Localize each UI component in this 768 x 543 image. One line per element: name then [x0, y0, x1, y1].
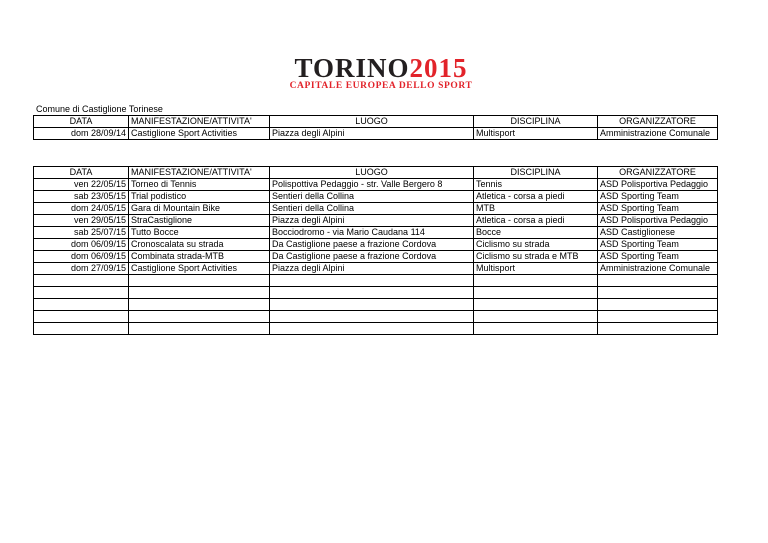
- cell-manifestazione: [129, 299, 270, 311]
- cell-luogo: [270, 287, 474, 299]
- table-row: [34, 299, 718, 311]
- cell-organizzatore: Amministrazione Comunale: [598, 263, 718, 275]
- header-data: DATA: [34, 116, 129, 128]
- table-row: [34, 311, 718, 323]
- cell-organizzatore: [598, 287, 718, 299]
- cell-manifestazione: [129, 323, 270, 335]
- cell-disciplina: [474, 311, 598, 323]
- current-event-table: [33, 115, 718, 140]
- current-event-table-body: [34, 116, 718, 140]
- cell-manifestazione: Castiglione Sport Activities: [129, 263, 270, 275]
- cell-manifestazione: Combinata strada-MTB: [129, 251, 270, 263]
- table-row: [34, 263, 718, 275]
- cell-organizzatore: ASD Polisportiva Pedaggio: [598, 179, 718, 191]
- logo-subtitle: CAPITALE EUROPEA DELLO SPORT: [289, 81, 473, 91]
- cell-organizzatore: ASD Sporting Team: [598, 239, 718, 251]
- cell-disciplina: Ciclismo su strada e MTB: [474, 251, 598, 263]
- cell-organizzatore: ASD Castiglionese: [598, 227, 718, 239]
- header-manifestazione: MANIFESTAZIONE/ATTIVITA': [129, 167, 270, 179]
- cell-disciplina: Bocce: [474, 227, 598, 239]
- header-organizzatore: ORGANIZZATORE: [598, 116, 718, 128]
- cell-luogo: Piazza degli Alpini: [270, 128, 474, 140]
- cell-data: [34, 275, 129, 287]
- cell-disciplina: Multisport: [474, 128, 598, 140]
- cell-disciplina: Ciclismo su strada: [474, 239, 598, 251]
- cell-disciplina: Tennis: [474, 179, 598, 191]
- cell-manifestazione: [129, 311, 270, 323]
- cell-manifestazione: Torneo di Tennis: [129, 179, 270, 191]
- cell-organizzatore: [598, 323, 718, 335]
- cell-manifestazione: Gara di Mountain Bike: [129, 203, 270, 215]
- table-row: [34, 251, 718, 263]
- torino-2015-logo: [238, 53, 524, 91]
- cell-luogo: Da Castiglione paese a frazione Cordova: [270, 251, 474, 263]
- cell-data: [34, 311, 129, 323]
- cell-luogo: Piazza degli Alpini: [270, 263, 474, 275]
- cell-luogo: Sentieri della Collina: [270, 203, 474, 215]
- cell-manifestazione: Tutto Bocce: [129, 227, 270, 239]
- commune-title: Comune di Castiglione Torinese: [36, 104, 163, 114]
- header-luogo: LUOGO: [270, 167, 474, 179]
- cell-organizzatore: ASD Polisportiva Pedaggio: [598, 215, 718, 227]
- cell-organizzatore: ASD Sporting Team: [598, 203, 718, 215]
- events-2015-table-body: [34, 167, 718, 335]
- logo-title-prefix: TORINO: [294, 53, 410, 83]
- cell-luogo: Piazza degli Alpini: [270, 215, 474, 227]
- cell-data: dom 27/09/15: [34, 263, 129, 275]
- cell-luogo: Sentieri della Collina: [270, 191, 474, 203]
- cell-data: ven 29/05/15: [34, 215, 129, 227]
- cell-luogo: Polispottiva Pedaggio - str. Valle Bergero 8: [270, 179, 474, 191]
- header-disciplina: DISCIPLINA: [474, 167, 598, 179]
- cell-manifestazione: Castiglione Sport Activities: [129, 128, 270, 140]
- cell-data: dom 28/09/14: [34, 128, 129, 140]
- cell-data: dom 06/09/15: [34, 251, 129, 263]
- cell-luogo: [270, 275, 474, 287]
- cell-disciplina: [474, 299, 598, 311]
- table-row: [34, 203, 718, 215]
- cell-organizzatore: [598, 299, 718, 311]
- logo-title: [238, 53, 524, 83]
- header-row: [34, 167, 718, 179]
- header-luogo: LUOGO: [270, 116, 474, 128]
- cell-data: [34, 323, 129, 335]
- cell-disciplina: [474, 323, 598, 335]
- table-row: [34, 179, 718, 191]
- logo-title-year: 2015: [409, 53, 468, 83]
- table-row: [34, 275, 718, 287]
- cell-manifestazione: [129, 275, 270, 287]
- table-row: [34, 239, 718, 251]
- cell-disciplina: Atletica - corsa a piedi: [474, 215, 598, 227]
- table-row: [34, 215, 718, 227]
- table-row: [34, 323, 718, 335]
- cell-luogo: [270, 299, 474, 311]
- table-row: [34, 287, 718, 299]
- cell-organizzatore: [598, 275, 718, 287]
- header-row: [34, 116, 718, 128]
- events-2015-table: [33, 166, 718, 335]
- cell-disciplina: [474, 275, 598, 287]
- table-row: [34, 128, 718, 140]
- cell-organizzatore: ASD Sporting Team: [598, 191, 718, 203]
- cell-luogo: Da Castiglione paese a frazione Cordova: [270, 239, 474, 251]
- header-manifestazione: MANIFESTAZIONE/ATTIVITA': [129, 116, 270, 128]
- cell-data: sab 23/05/15: [34, 191, 129, 203]
- cell-disciplina: MTB: [474, 203, 598, 215]
- cell-data: ven 22/05/15: [34, 179, 129, 191]
- cell-organizzatore: [598, 311, 718, 323]
- cell-data: dom 06/09/15: [34, 239, 129, 251]
- cell-luogo: [270, 323, 474, 335]
- table-row: [34, 191, 718, 203]
- header-data: DATA: [34, 167, 129, 179]
- cell-luogo: Bocciodromo - via Mario Caudana 114: [270, 227, 474, 239]
- table-row: [34, 227, 718, 239]
- cell-manifestazione: [129, 287, 270, 299]
- cell-data: sab 25/07/15: [34, 227, 129, 239]
- cell-disciplina: Atletica - corsa a piedi: [474, 191, 598, 203]
- cell-manifestazione: StraCastiglione: [129, 215, 270, 227]
- cell-data: [34, 299, 129, 311]
- cell-manifestazione: Trial podistico: [129, 191, 270, 203]
- cell-disciplina: [474, 287, 598, 299]
- cell-data: dom 24/05/15: [34, 203, 129, 215]
- header-disciplina: DISCIPLINA: [474, 116, 598, 128]
- cell-organizzatore: Amministrazione Comunale: [598, 128, 718, 140]
- cell-luogo: [270, 311, 474, 323]
- cell-organizzatore: ASD Sporting Team: [598, 251, 718, 263]
- cell-disciplina: Multisport: [474, 263, 598, 275]
- cell-data: [34, 287, 129, 299]
- header-organizzatore: ORGANIZZATORE: [598, 167, 718, 179]
- cell-manifestazione: Cronoscalata su strada: [129, 239, 270, 251]
